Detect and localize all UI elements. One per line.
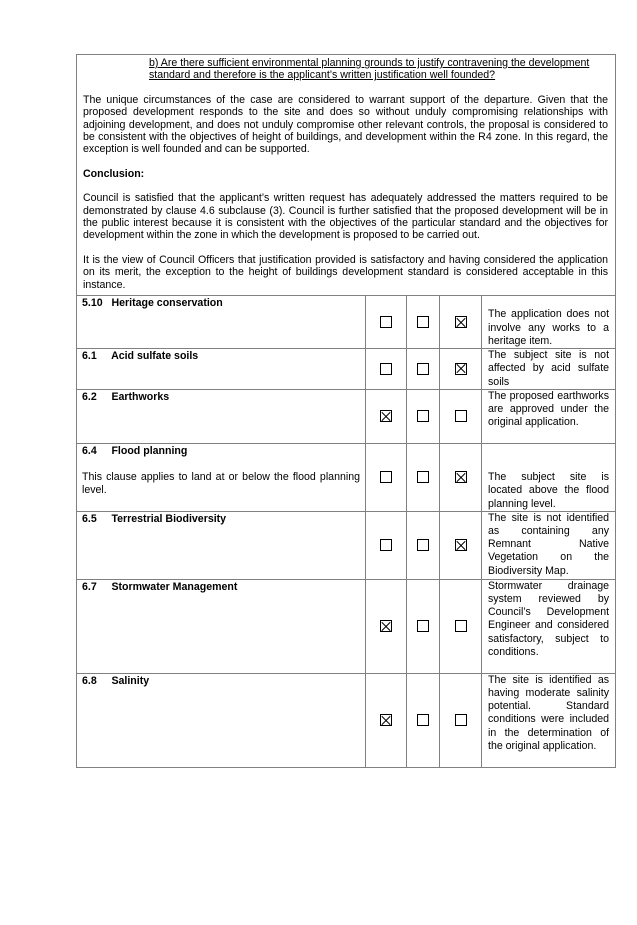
clause-number: 6.1 (82, 350, 97, 363)
check-cell (407, 349, 440, 390)
check-cell (366, 296, 407, 349)
table-row (77, 349, 616, 390)
table-row (77, 673, 616, 767)
clause-title: Heritage conservation (111, 297, 223, 310)
comment-cell: Stormwater drainage system reviewed by Council’s Development Engineer and considered satisfactory, subject to conditions. (482, 579, 616, 673)
clause-number: 6.7 (82, 580, 97, 593)
check-cell (440, 673, 482, 767)
unchecked-checkbox[interactable] (380, 539, 392, 551)
clause-title: Terrestrial Biodiversity (111, 512, 227, 525)
clause-title: Stormwater Management (111, 580, 238, 593)
clause-title: Flood planning (111, 444, 188, 457)
unchecked-checkbox[interactable] (455, 714, 467, 726)
check-cell (440, 579, 482, 673)
check-cell (366, 579, 407, 673)
checked-checkbox[interactable] (455, 316, 467, 328)
comment-cell: The proposed earthworks are approved under the original application. (482, 389, 616, 443)
check-cell (366, 511, 407, 579)
check-cell (366, 673, 407, 767)
check-cell (366, 389, 407, 443)
check-cell (407, 579, 440, 673)
check-cell (366, 443, 407, 511)
clause-name-cell (77, 296, 366, 349)
clause-number: 6.5 (82, 512, 97, 525)
question-heading: b) Are there sufficient environmental planning grounds to justify contravening the development standard and therefore is the applicant’s written justification well founded? (149, 57, 590, 82)
checked-checkbox[interactable] (380, 410, 392, 422)
clause-number: 5.10 (82, 297, 103, 310)
unchecked-checkbox[interactable] (417, 620, 429, 632)
clause-name-cell (77, 673, 366, 767)
conclusion-paragraph: Council is satisfied that the applicant’s written request has adequately addressed the matters required to be demonstrated by clause 4.6 subclause (3). Council is further satisfied that the proposed development will be in the public interest because it is consistent with the objectives of the particular standard and the objectives for development within the zone in which the development is proposed to be carried out. (83, 192, 609, 242)
clause-number: 6.2 (82, 390, 97, 403)
clause-name-cell (77, 349, 366, 390)
unchecked-checkbox[interactable] (417, 410, 429, 422)
table-row (77, 296, 616, 349)
clause-name-cell (77, 443, 366, 511)
table-row (77, 389, 616, 443)
assessment-table (76, 54, 616, 768)
conclusion-heading: Conclusion: (83, 167, 145, 180)
unchecked-checkbox[interactable] (455, 620, 467, 632)
clause-number: 6.4 (82, 444, 97, 457)
checked-checkbox[interactable] (455, 363, 467, 375)
check-cell (440, 349, 482, 390)
clause-number: 6.8 (82, 674, 97, 687)
unchecked-checkbox[interactable] (417, 539, 429, 551)
unchecked-checkbox[interactable] (380, 316, 392, 328)
document-page (76, 54, 615, 768)
comment-cell: The application does not involve any works to a heritage item. (482, 296, 616, 349)
check-cell (407, 389, 440, 443)
clause-title: Earthworks (111, 390, 170, 403)
clause-title: Acid sulfate soils (111, 350, 199, 363)
checked-checkbox[interactable] (380, 620, 392, 632)
check-cell (407, 673, 440, 767)
unchecked-checkbox[interactable] (455, 410, 467, 422)
check-cell (440, 296, 482, 349)
intro-cell (77, 55, 616, 296)
comment-cell: The subject site is located above the flood planning level. (482, 443, 616, 511)
clause-title: Salinity (111, 674, 150, 687)
check-cell (366, 349, 407, 390)
check-cell (407, 443, 440, 511)
check-cell (407, 511, 440, 579)
table-row (77, 579, 616, 673)
check-cell (440, 389, 482, 443)
check-cell (440, 443, 482, 511)
check-cell (440, 511, 482, 579)
table-row (77, 443, 616, 511)
unchecked-checkbox[interactable] (380, 363, 392, 375)
officer-view-paragraph: It is the view of Council Officers that justification provided is satisfactory and having considered the application on its merit, the exception to the height of buildings development standard is considered acceptable in this instance. (83, 253, 609, 291)
intro-paragraph: The unique circumstances of the case are considered to warrant support of the departure. Given that the proposed development responds to the site and does so without unduly compromising relationships with adjoining development, and does not unduly compromise other relevant controls, the proposal is considered to be consistent with the objectives of height of buildings, and development within the R4 zone. In this regard, the exception is well founded and can be supported. (83, 93, 609, 156)
unchecked-checkbox[interactable] (380, 471, 392, 483)
check-cell (407, 296, 440, 349)
checked-checkbox[interactable] (380, 714, 392, 726)
comment-cell: The site is identified as having moderate salinity potential. Standard conditions were included in the determination of the original application. (482, 673, 616, 767)
clause-name-cell (77, 511, 366, 579)
intro-row (77, 55, 616, 296)
unchecked-checkbox[interactable] (417, 363, 429, 375)
comment-cell: The site is not identified as containing any Remnant Native Vegetation on the Biodiversity Map. (482, 511, 616, 579)
checked-checkbox[interactable] (455, 539, 467, 551)
comment-cell: The subject site is not affected by acid sulfate soils (482, 349, 616, 390)
clause-description: This clause applies to land at or below the flood planning level. (82, 470, 360, 496)
unchecked-checkbox[interactable] (417, 316, 429, 328)
unchecked-checkbox[interactable] (417, 714, 429, 726)
checked-checkbox[interactable] (455, 471, 467, 483)
clause-name-cell (77, 579, 366, 673)
unchecked-checkbox[interactable] (417, 471, 429, 483)
clause-name-cell (77, 389, 366, 443)
table-row (77, 511, 616, 579)
